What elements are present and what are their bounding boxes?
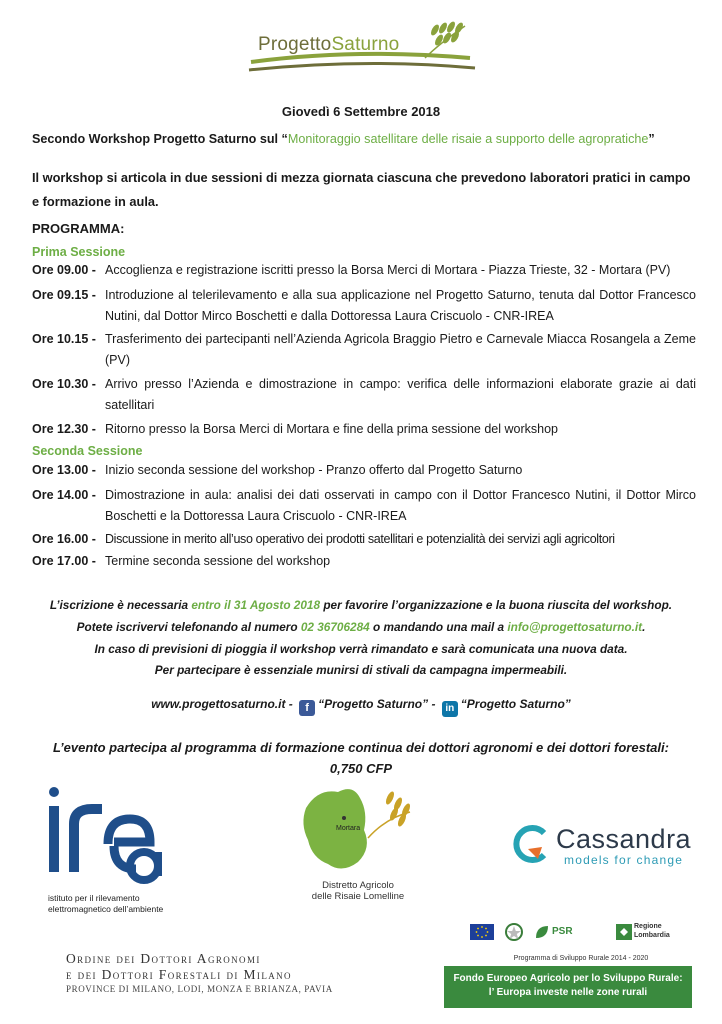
- registration-note-a: L’iscrizione è necessaria: [49, 598, 192, 612]
- workshop-title: [32, 132, 655, 146]
- eu-flag-icon: [470, 924, 494, 940]
- cassandra-logo-mark: [508, 823, 552, 865]
- ordine-line1: Ordine dei Dottori Agronomi: [66, 951, 261, 966]
- irea-caption-2: elettromagnetico dell’ambiente: [48, 904, 164, 914]
- feasr-banner: [444, 966, 692, 1008]
- agenda-time: Ore 12.30 -: [32, 422, 96, 436]
- agenda-row: [32, 551, 696, 572]
- feasr-line1: Fondo Europeo Agricolo per lo Sviluppo Rurale:: [453, 973, 683, 984]
- contact-note-c: o mandando una mail a: [369, 620, 508, 634]
- agenda-time: Ore 16.00 -: [32, 532, 96, 546]
- psr-label: PSR: [552, 926, 573, 937]
- agenda-time: Ore 14.00 -: [32, 488, 96, 502]
- agenda-time: Ore 10.30 -: [32, 377, 96, 391]
- agenda-text: Dimostrazione in aula: analisi dei dati osservati in campo con il Dottor Francesco Nutini, il Dottor Mirco Boschetti e la Dottoressa Laura Criscuolo - CNR-IREA: [105, 488, 696, 523]
- rain-note: In caso di previsioni di pioggia il workshop verrà rimandato e sarà comunicata una nuova data.: [94, 642, 628, 656]
- cfp-credits: 0,750 CFP: [329, 761, 393, 776]
- workshop-title-topic: Monitoraggio satellitare delle risaie a supporto delle agropratiche: [287, 132, 649, 146]
- psr-leaf-icon: [534, 924, 550, 940]
- irea-logo: [44, 784, 164, 892]
- linkedin-link[interactable]: “Progetto Saturno”: [460, 697, 571, 711]
- ordine-line3: PROVINCE DI MILANO, LODI, MONZA E BRIANZA, PAVIA: [66, 984, 333, 994]
- logo-wordmark: [258, 34, 399, 56]
- facebook-link[interactable]: “Progetto Saturno” -: [318, 697, 436, 711]
- workshop-title-tail: ”: [648, 132, 655, 146]
- agenda-time: Ore 09.00 -: [32, 263, 96, 277]
- agenda-row: [32, 485, 696, 527]
- agenda-row: [32, 329, 696, 371]
- regione-lombardia-label: Regione Lombardia: [634, 923, 670, 939]
- contact-note-a: Potete iscrivervi telefonando al numero: [76, 620, 301, 634]
- distretto-map-logo: [298, 778, 420, 878]
- italy-emblem-icon: [504, 922, 524, 942]
- contact-email-link[interactable]: info@progettosaturno.it: [507, 620, 643, 634]
- agenda-text: Discussione in merito all’uso operativo dei prodotti satellitari e potenzialità dei servizi agli agricoltori: [105, 532, 615, 546]
- map-label-mortara: Mortara: [336, 825, 361, 832]
- session-heading-first: Prima Sessione: [32, 245, 126, 259]
- agenda-text: Inizio seconda sessione del workshop - Pranzo offerto dal Progetto Saturno: [105, 463, 523, 477]
- linkedin-icon[interactable]: in: [442, 701, 458, 717]
- agenda-text: Arrivo presso l’Azienda e dimostrazione in campo: verifica delle informazioni elaborate grazie ai dati satellitari: [105, 377, 696, 412]
- contact-note: [0, 620, 722, 634]
- psr-caption: Programma di Sviluppo Rurale 2014 - 2020: [513, 955, 649, 962]
- contact-phone[interactable]: 02 36706284: [300, 620, 370, 634]
- distretto-caption-2: delle Risaie Lomelline: [311, 891, 405, 902]
- boots-note: Per partecipare è essenziale munirsi di stivali da campagna impermeabili.: [154, 663, 568, 677]
- agenda-row: [32, 285, 696, 327]
- irea-caption: [48, 893, 163, 915]
- agenda-text: Accoglienza e registrazione iscritti presso la Borsa Merci di Mortara - Piazza Trieste, 32 - Mortara (PV): [105, 263, 671, 277]
- agenda-row: [32, 419, 696, 440]
- registration-deadline: entro il 31 Agosto 2018: [191, 598, 321, 612]
- session-heading-second: Seconda Sessione: [32, 444, 143, 458]
- agenda-text: Termine seconda sessione del workshop: [105, 554, 331, 568]
- registration-note-c: per favorire l’organizzazione e la buona riuscita del workshop.: [320, 598, 673, 612]
- agenda-row: [32, 460, 696, 481]
- cassandra-name: Cassandra: [556, 824, 692, 854]
- social-links: [0, 697, 722, 717]
- irea-caption-1: istituto per il rilevamento: [48, 893, 140, 903]
- website-link[interactable]: www.progettosaturno.it -: [151, 697, 293, 711]
- distretto-caption: [298, 880, 418, 902]
- feasr-line2: l’ Europa investe nelle zone rurali: [488, 987, 648, 998]
- agenda-time: Ore 17.00 -: [32, 554, 96, 568]
- agenda-time: Ore 10.15 -: [32, 332, 96, 346]
- event-date: Giovedì 6 Settembre 2018: [281, 104, 441, 119]
- agenda-row: [32, 260, 696, 281]
- agenda-text: Introduzione al telerilevamento e alla sua applicazione nel Progetto Saturno, tenuta dal Dottor Francesco Nutini, dal Dottor Mirco Boschetti e dalla Dottoressa Laura Criscuolo - CNR-IREA: [105, 288, 696, 323]
- agenda-text: Ritorno presso la Borsa Merci di Mortara e fine della prima sessione del workshop: [105, 422, 558, 436]
- agenda-text: Trasferimento dei partecipanti nell’Azienda Agricola Braggio Pietro e Carnevale Miacca Rosangela a Zeme (PV): [105, 332, 696, 367]
- intro-paragraph: Il workshop si articola in due sessioni di mezza giornata ciascuna che prevedono laboratori pratici in campo e formazione in aula.: [32, 170, 691, 209]
- agenda-time: Ore 09.15 -: [32, 288, 96, 302]
- funding-logos: [470, 922, 692, 944]
- ordine-line2: e dei Dottori Forestali di Milano: [66, 967, 292, 982]
- agenda-row: [32, 374, 696, 416]
- logo-part1: Progetto: [258, 34, 332, 55]
- cfp-note: [0, 737, 722, 779]
- logo-part2: Saturno: [331, 34, 400, 55]
- agenda-time: Ore 13.00 -: [32, 463, 96, 477]
- cassandra-tagline: models for change: [564, 853, 684, 867]
- programme-heading: PROGRAMMA:: [32, 221, 125, 236]
- regione-lombardia-icon: [616, 924, 632, 940]
- workshop-title-lead: Secondo Workshop Progetto Saturno sul “: [32, 132, 288, 146]
- contact-note-e: .: [642, 620, 646, 634]
- facebook-icon[interactable]: f: [299, 700, 315, 716]
- cfp-line1: L’evento partecipa al programma di formazione continua dei dottori agronomi e dei dottori forestali:: [53, 740, 669, 755]
- distretto-caption-1: Distretto Agricolo: [322, 880, 394, 891]
- registration-note: [0, 598, 722, 612]
- agenda-row: [32, 529, 696, 550]
